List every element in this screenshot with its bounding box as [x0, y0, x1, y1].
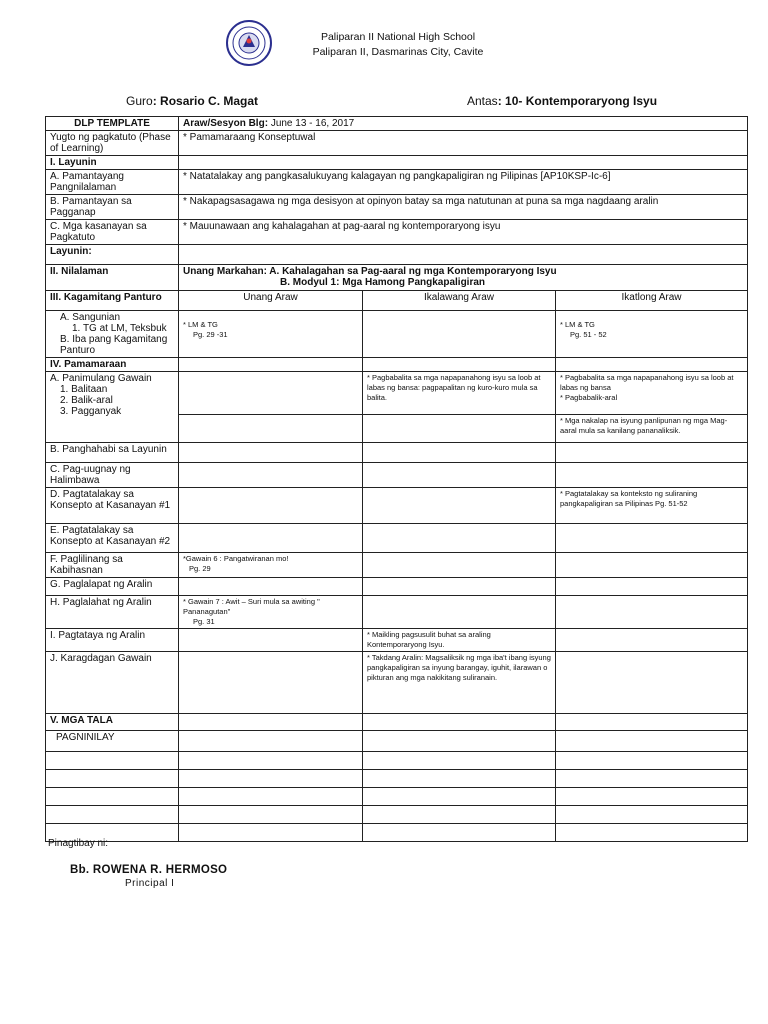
f-label: F. Paglilinang sa Kabihasnan	[46, 553, 179, 578]
antas-field: Antas: 10- Kontemporaryong Isyu	[467, 94, 658, 108]
j-label: J. Karagdagan Gawain	[46, 652, 179, 714]
day2-header: Ikalawang Araw	[363, 291, 556, 311]
nilalaman-line1: Unang Markahan: A. Kahalagahan sa Pag-aaral ng mga Kontemporaryong Isyu	[183, 266, 557, 277]
f-day1-line1: *Gawain 6 : Pangatwiranan mo!	[183, 554, 289, 563]
h-day1-line1: * Gawain 7 : Awit – Suri mula sa awiting " Pananagutan"	[183, 597, 320, 616]
dlp-table	[45, 116, 748, 842]
h-day1-line2: Pg. 31	[193, 617, 215, 626]
h-day1	[179, 596, 363, 629]
pag-uugnay-label: C. Pag-uugnay ng Halimbawa	[46, 463, 179, 488]
nilalaman-label: II. Nilalaman	[46, 265, 179, 291]
layunin-heading: I. Layunin	[46, 156, 179, 170]
d-label: D. Pagtatalakay sa Konsepto at Kasanayan #1	[46, 488, 179, 524]
pangnilalaman-label: A. Pamantayang Pangnilalaman	[46, 170, 179, 195]
f-day1-line2: Pg. 29	[189, 564, 211, 573]
e-label: E. Pagtatalakay sa Konsepto at Kasanayan #2	[46, 524, 179, 553]
a-day3-item2: * Pagbabalik-aral	[560, 393, 618, 402]
dlp-template-title: DLP TEMPLATE	[46, 117, 179, 131]
mga-tala: V. MGA TALA	[46, 714, 179, 731]
principal-name: Bb. ROWENA R. HERMOSO	[70, 864, 228, 876]
pamamaraan-heading: IV. Pamamaraan	[46, 358, 179, 372]
pagganyak: 3. Pagganyak	[60, 406, 122, 417]
araw-value: June 13 - 16, 2017	[270, 118, 355, 129]
a-day2: * Pagbabalita sa mga napapanahong isyu sa loob at labas ng bansa: pagpapalitan ng kuro-kuro mula sa balita.	[363, 372, 556, 415]
j-day2: * Takdang Aralin: Magsaliksik ng mga iba't ibang isyung pangkapaligiran sa inyung barangay, iguhit, ilarawan o pikturan ang mga nakikitang suliranain.	[363, 652, 556, 714]
tg-label: 1. TG at LM, Teksbuk	[72, 323, 167, 334]
nilalaman-line2: B. Modyul 1: Mga Hamong Pangkapaligiran	[280, 277, 486, 288]
ref-day1-line1: * LM & TG	[183, 320, 218, 329]
pinagtibay-label: Pinagtibay ni:	[48, 838, 109, 849]
balitaan: 1. Balitaan	[60, 384, 108, 395]
ref-day3-line1: * LM & TG	[560, 320, 595, 329]
school-name: Paliparan II National High School	[320, 31, 476, 43]
sanggunian-cell	[46, 311, 179, 358]
pagninilay: PAGNINILAY	[46, 731, 179, 752]
panghahabi-label: B. Panghahabi sa Layunin	[46, 443, 179, 463]
g-label: G. Paglalapat ng Aralin	[46, 578, 179, 596]
kagamitang-label: III. Kagamitang Panturo	[46, 291, 179, 311]
panimulang-label: A. Panimulang Gawain	[50, 373, 152, 384]
deped-seal-logo	[226, 20, 272, 66]
iba-label: B. Iba pang Kagamitang Panturo	[60, 334, 168, 356]
pagganap-value: * Nakapagsasagawa ng mga desisyon at opinyon batay sa mga natutunan at puna sa mga nagdaang aralin	[179, 195, 748, 220]
h-label: H. Paglalahat ng Aralin	[46, 596, 179, 629]
pagganap-label: B. Pamantayan sa Pagganap	[46, 195, 179, 220]
a-day3-item1: * Pagbabalita sa mga napapanahong isyu sa loob at labas ng bansa	[560, 373, 734, 392]
kasanayan-label: C. Mga kasanayan sa Pagkatuto	[46, 220, 179, 245]
yugto-label: Yugto ng pagkatuto (Phase of Learning)	[46, 131, 179, 156]
kasanayan-value: * Mauunawaan ang kahalagahan at pag-aaral ng kontemporaryong isyu	[179, 220, 748, 245]
day3-header: Ikatlong Araw	[556, 291, 748, 311]
araw-cell	[179, 117, 748, 131]
yugto-value: * Pamamaraang Konseptuwal	[179, 131, 748, 156]
guro-field: Guro: Rosario C. Magat	[126, 94, 259, 108]
panimulang-cell	[46, 372, 179, 443]
i-label: I. Pagtataya ng Aralin	[46, 629, 179, 652]
antas-value: 10- Kontemporaryong Isyu	[505, 94, 658, 108]
ref-day1	[179, 311, 363, 358]
ref-day3	[556, 311, 748, 358]
a-day3-cell	[556, 372, 748, 415]
d-day3: * Pagtatalakay sa konteksto ng suliraning pangkapaligiran sa Pilipinas Pg. 51-52	[556, 488, 748, 524]
ref-day3-line2: Pg. 51 - 52	[570, 330, 607, 339]
nilalaman-value	[179, 265, 748, 291]
day1-header: Unang Araw	[179, 291, 363, 311]
balik-aral: 2. Balik-aral	[60, 395, 113, 406]
i-day2: * Maikling pagsusulit buhat sa araling Kontemporaryong Isyu.	[363, 629, 556, 652]
pangnilalaman-value: * Natatalakay ang pangkasalukuyang kalagayan ng pangkapaligiran ng Pilipinas [AP10KSP-Ic-6]	[179, 170, 748, 195]
araw-label: Araw/Sesyon Blg:	[183, 118, 269, 129]
a-day3-item3: * Mga nakalap na isyung panlipunan ng mga Mag-aaral mula sa kanilang pananaliksik.	[556, 415, 748, 443]
school-address: Paliparan II, Dasmarinas City, Cavite	[312, 46, 484, 58]
guro-value: Rosario C. Magat	[160, 94, 259, 108]
school-header	[268, 30, 528, 60]
guro-label: Guro	[126, 94, 153, 108]
layunin-label: Layunin:	[46, 245, 179, 265]
principal-title: Principal I	[125, 878, 175, 889]
f-day1	[179, 553, 363, 578]
ref-day1-line2: Pg. 29 -31	[193, 330, 228, 339]
antas-label: Antas	[467, 94, 498, 108]
sanggunian-label: A. Sangunian	[60, 312, 121, 323]
